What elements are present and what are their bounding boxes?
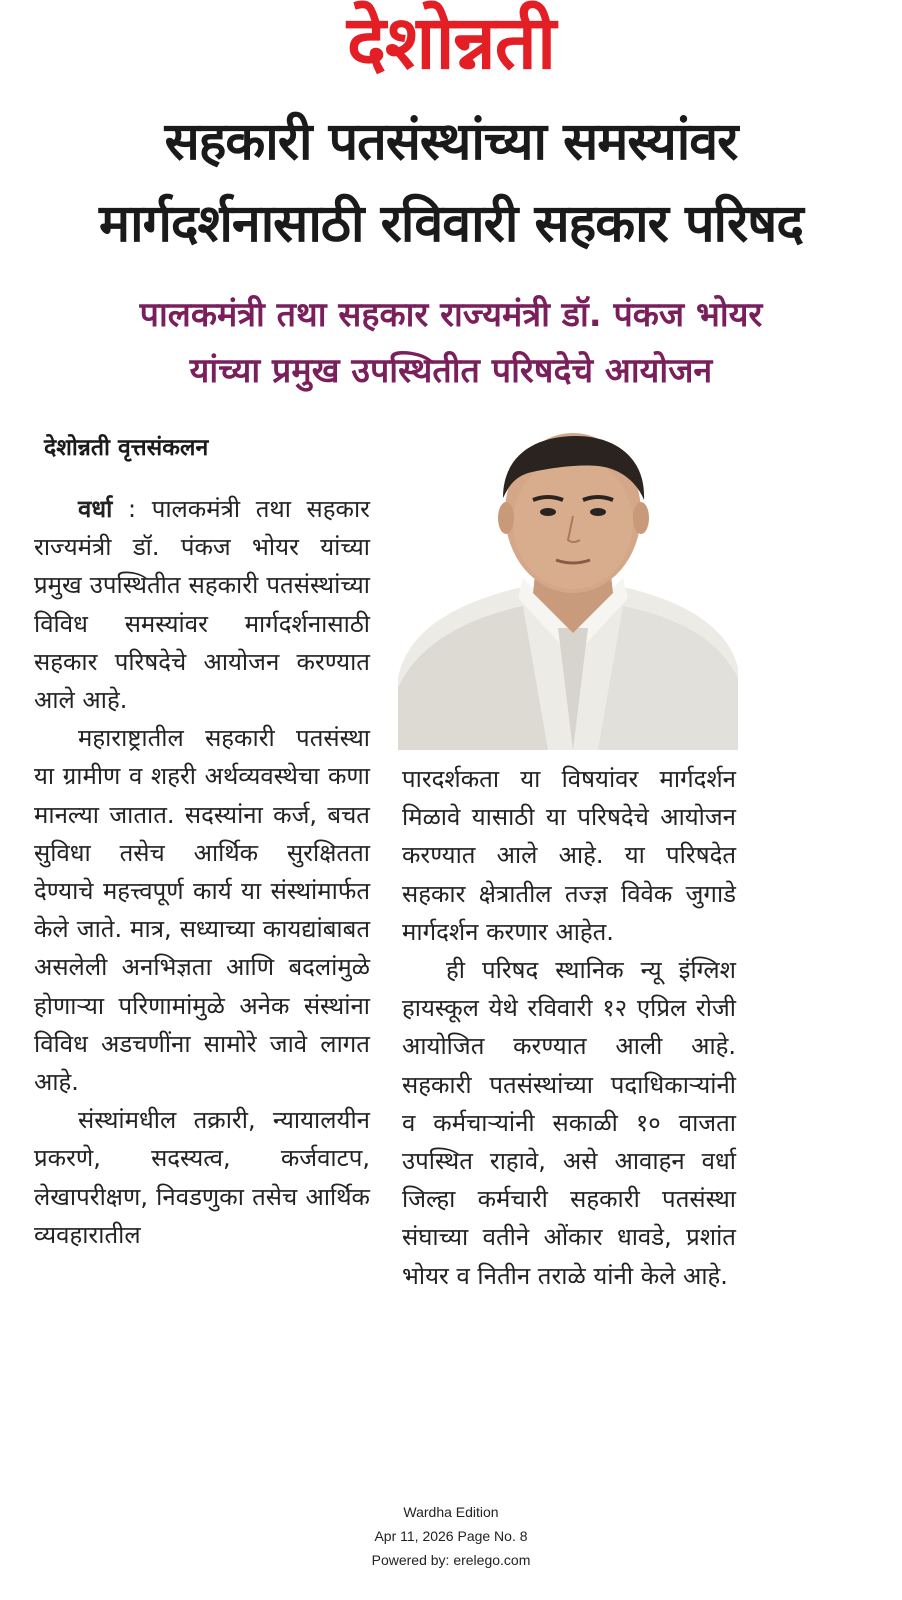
masthead-logo: [0, 0, 902, 86]
dateline: वर्धा: [78, 495, 113, 523]
article-paragraph: वर्धा : पालकमंत्री तथा सहकार राज्यमंत्री डॉ. पंकज भोयर यांच्या प्रमुख उपस्थितीत सहकारी पतसंस्थांच्या विविध समस्यांवर मार्गदर्शनासाठी सहकार परिषदेचे आयोजन करण्यात आले आहे.: [34, 495, 370, 715]
date-page-label: Apr 11, 2026 Page No. 8: [374, 1528, 528, 1544]
subheadline-line-1: पालकमंत्री तथा सहकार राज्यमंत्री डॉ. पंकज भोयर: [139, 295, 763, 335]
portrait-illustration: [398, 428, 738, 750]
headline-line-1: सहकारी पतसंस्थांच्या समस्यांवर: [164, 112, 738, 172]
powered-by-label: Powered by: erelego.com: [371, 1552, 531, 1568]
article-column-1: [34, 490, 370, 1254]
article-paragraph: ही परिषद स्थानिक न्यू इंग्लिश हायस्कूल येथे रविवारी १२ एप्रिल रोजी आयोजित करण्यात आली आहे. सहकारी पतसंस्थांच्या पदाधिकाऱ्यांनी व कर्मचाऱ्यांनी सकाळी १० वाजता उपस्थित राहावे, असे आवाहन वर्धा जिल्हा कर्मचारी सहकारी पतसंस्था संघाच्या वतीने ओंकार धावडे, प्रशांत भोयर व नितीन तराळे यांनी केले आहे.: [402, 956, 736, 1290]
portrait-photo: [398, 428, 738, 750]
article-paragraph: संस्थांमधील तक्रारी, न्यायालयीन प्रकरणे, सदस्यत्व, कर्जवाटप, लेखापरीक्षण, निवडणुका तसेच आर्थिक व्यवहारातील: [34, 1106, 370, 1249]
article-column-2: [402, 760, 736, 1295]
edition-label: Wardha Edition: [403, 1504, 499, 1520]
article-paragraph: पारदर्शकता या विषयांवर मार्गदर्शन मिळावे यासाठी या परिषदेचे आयोजन करण्यात आले आहे. या परिषदेत सहकार क्षेत्रातील तज्ज्ञ विवेक जुगाडे मार्गदर्शन करणार आहेत.: [402, 765, 736, 946]
logo-text: देशोन्नती: [346, 0, 556, 86]
paragraph-text: पालकमंत्री तथा सहकार राज्यमंत्री डॉ. पंकज भोयर यांच्या प्रमुख उपस्थितीत सहकारी पतसंस्थांच्या विविध समस्यांवर मार्गदर्शनासाठी सहकार परिषदेचे आयोजन करण्यात आले आहे.: [34, 495, 370, 715]
article-paragraph: महाराष्ट्रातील सहकारी पतसंस्था या ग्रामीण व शहरी अर्थव्यवस्थेचा कणा मानल्या जातात. सदस्यांना कर्ज, बचत सुविधा तसेच आर्थिक सुरक्षितता देण्याचे महत्त्वपूर्ण कार्य या संस्थांमार्फत केले जाते. मात्र, सध्याच्या कायद्यांबाबत असलेली अनभिज्ञता आणि बदलांमुळे होणाऱ्या परिणामांमुळे अनेक संस्थांना विविध अडचणींना सामोरे जावे लागत आहे.: [34, 724, 370, 1097]
subheadline-line-2: यांच्या प्रमुख उपस्थितीत परिषदेचे आयोजन: [189, 351, 713, 391]
headline-line-2: मार्गदर्शनासाठी रविवारी सहकार परिषद: [99, 194, 803, 254]
byline: देशोन्नती वृत्तसंकलन: [44, 435, 209, 461]
